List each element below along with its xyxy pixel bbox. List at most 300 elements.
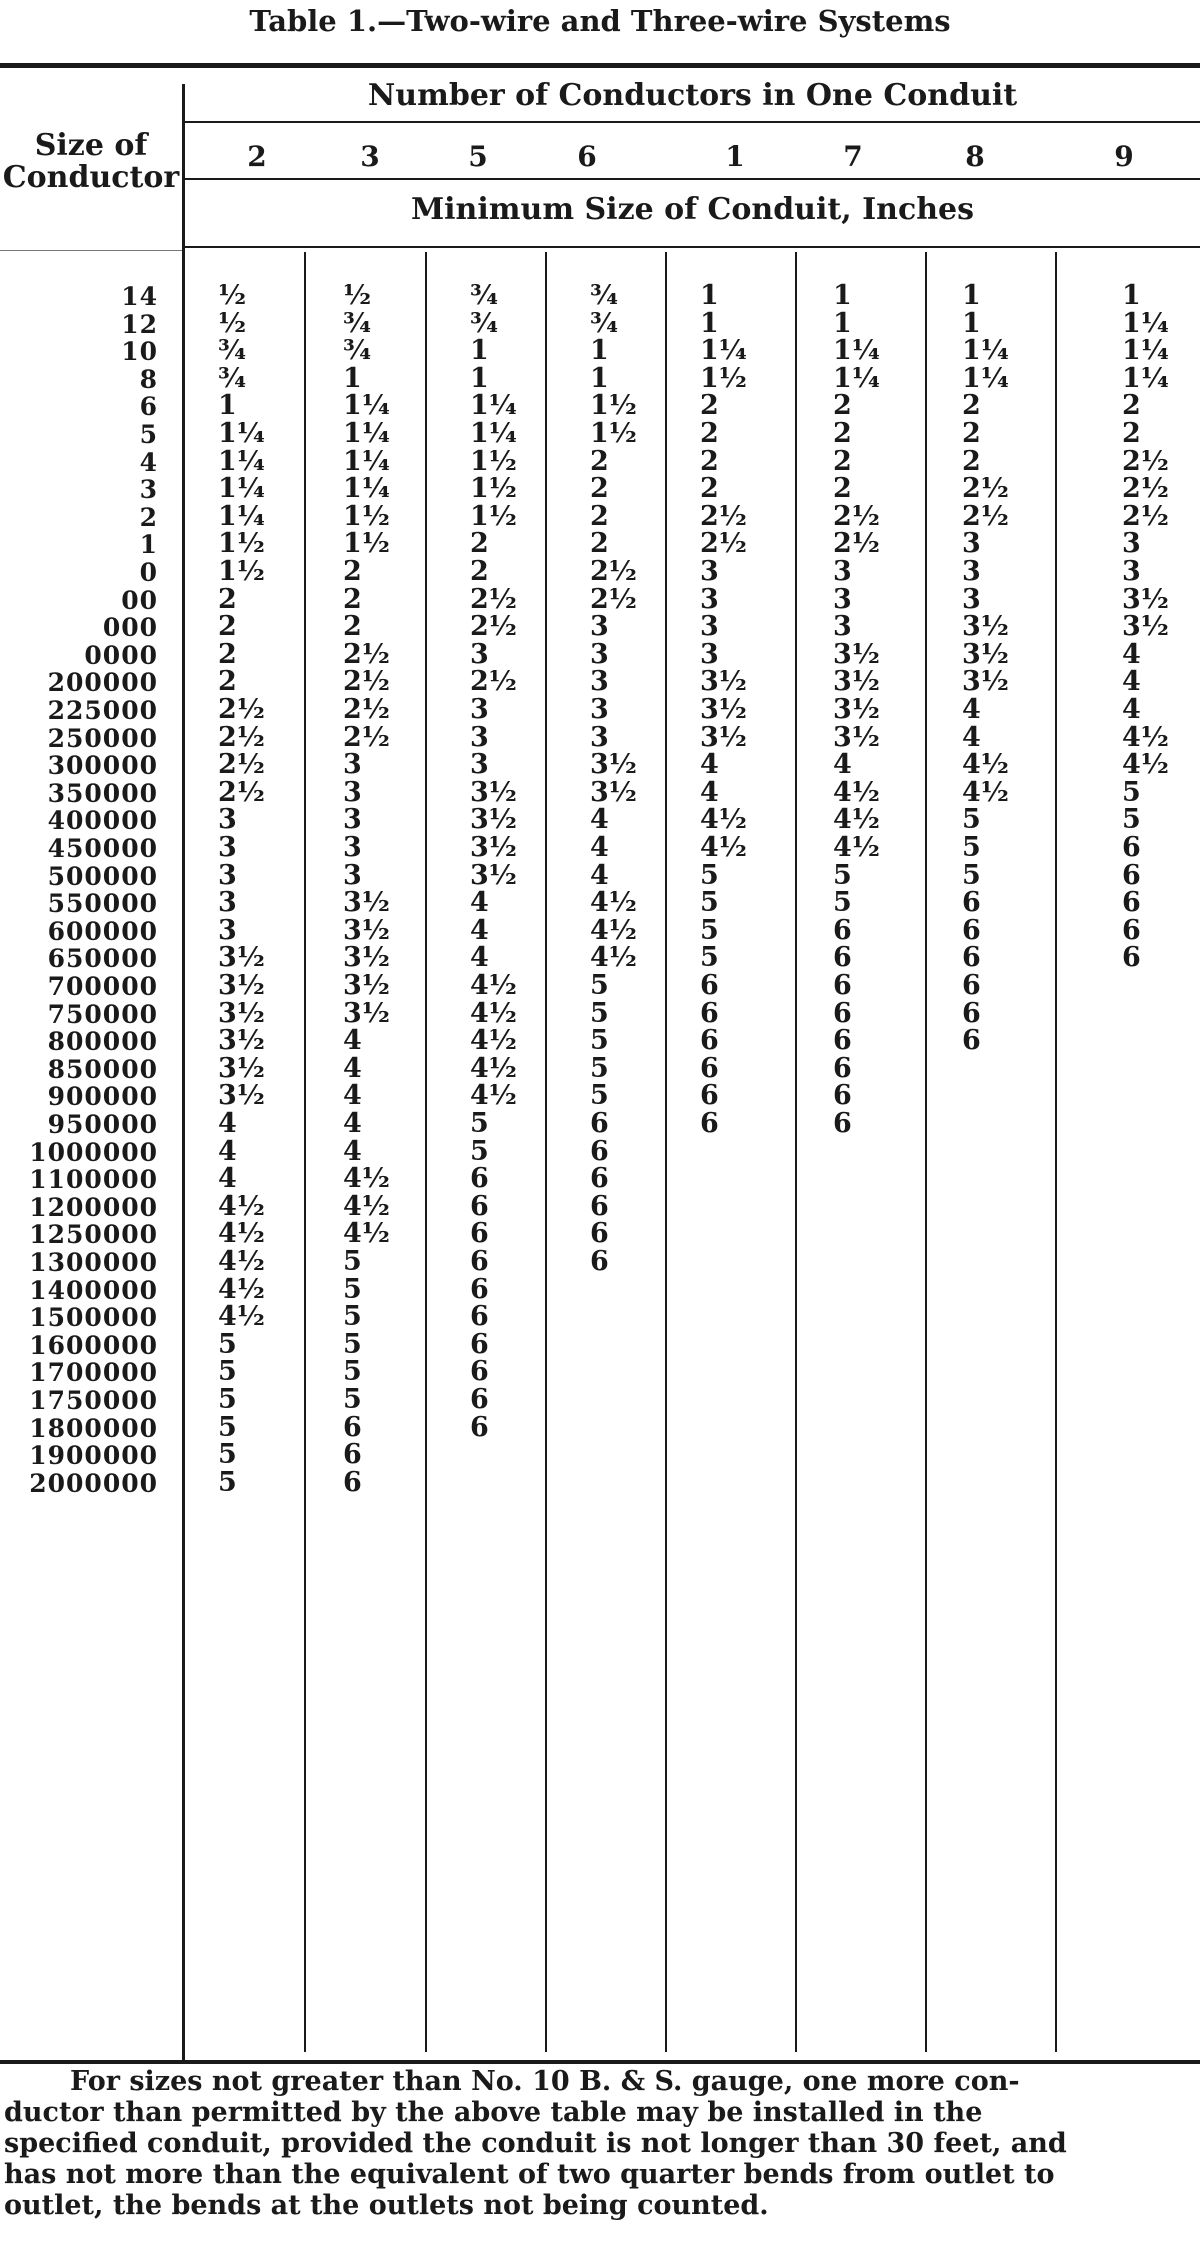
conduit-size-cell: 3½ [962,666,1009,697]
column-divider [925,252,927,2052]
conduit-size-cell: 2 [470,528,489,559]
conduit-size-cell: 2½ [590,556,637,587]
conduit-size-cell: 1¼ [343,390,390,421]
conduit-size-cell: 5 [343,1356,362,1387]
conduit-size-cell: 1 [343,363,362,394]
size-cell: 300000 [47,751,158,780]
size-cell: 1900000 [29,1441,158,1470]
conduit-size-cell: 1¼ [1122,363,1169,394]
conduit-size-cell: 6 [590,1108,609,1139]
conduit-size-cell: ¾ [218,335,247,366]
size-header-line-2: Conductor [2,160,180,195]
conduit-size-cell: 3½ [470,777,517,808]
conduit-size-cell: 4 [962,694,981,725]
conduit-size-cell: 6 [1122,887,1141,918]
conduit-size-cell: 3½ [218,942,265,973]
conduit-size-cell: 2 [700,473,719,504]
conduit-size-cell: 1 [1122,280,1141,311]
conduit-size-cell: 3½ [343,942,390,973]
conduit-size-cell: 5 [590,1053,609,1084]
column-header-conductors: 9 [1114,140,1134,173]
conduit-size-cell: ¾ [343,335,372,366]
conduit-size-cell: ¾ [218,363,247,394]
conduit-size-cell: 1¼ [1122,308,1169,339]
column-header-conductors: 7 [843,140,863,173]
conduit-size-cell: 2 [470,556,489,587]
footnote [4,2066,1196,2221]
conduit-size-cell: 3 [962,528,981,559]
conduit-size-cell: 5 [343,1274,362,1305]
conduit-size-cell: 6 [590,1136,609,1167]
conduit-size-cell: 2 [218,584,237,615]
conduit-size-cell: 2 [590,446,609,477]
conduit-size-cell: 1 [833,280,852,311]
conduit-size-cell: 2½ [590,584,637,615]
conduit-size-cell: 2½ [1122,501,1169,532]
conduit-size-cell: 3½ [833,666,880,697]
conduit-size-cell: 4½ [343,1191,390,1222]
conduit-size-cell: 3 [700,584,719,615]
conduit-size-cell: 1½ [218,528,265,559]
conduit-size-cell: 3½ [343,998,390,1029]
conduit-size-cell: 5 [833,860,852,891]
conduit-size-cell: 6 [833,915,852,946]
conduit-size-cell: 3 [1122,528,1141,559]
conduit-size-cell: 5 [590,1025,609,1056]
conduit-size-cell: 1 [470,335,489,366]
conduit-size-cell: 6 [833,942,852,973]
conduit-size-cell: 6 [470,1191,489,1222]
size-cell: 000 [102,613,158,642]
conduit-size-cell: 3 [590,722,609,753]
conduit-size-cell: 2 [343,556,362,587]
conduit-size-cell: 2½ [700,528,747,559]
conduit-size-cell: 6 [470,1412,489,1443]
conduit-size-cell: ¾ [470,280,499,311]
conduit-size-cell: 3 [218,804,237,835]
column-header-rule [183,178,1200,180]
conduit-size-cell: 4 [1122,694,1141,725]
size-cell: 5 [139,420,158,449]
table-title: Table 1.—Two-wire and Three-wire Systems [249,4,951,38]
footnote-line: outlet, the bends at the outlets not being counted. [4,2190,769,2221]
conduit-size-cell: 1½ [470,446,517,477]
conduit-size-cell: 4½ [218,1246,265,1277]
conduit-size-cell: 4½ [590,915,637,946]
conduit-size-cell: 1½ [590,390,637,421]
conduit-size-cell: 3 [1122,556,1141,587]
conduit-size-cell: 2 [833,418,852,449]
conduit-size-cell: 3 [218,832,237,863]
conduit-size-cell: 6 [470,1218,489,1249]
size-cell: 12 [121,310,158,339]
conduit-size-cell: ½ [218,280,247,311]
column-divider [795,252,797,2052]
conduit-size-cell: 2 [343,611,362,642]
conduit-size-cell: 6 [962,998,981,1029]
conduit-size-cell: 4½ [1122,722,1169,753]
size-cell: 400000 [47,806,158,835]
conduit-size-cell: 6 [343,1439,362,1470]
conduit-size-cell: 4½ [962,749,1009,780]
conduit-size-cell: 2½ [700,501,747,532]
conduit-size-cell: 5 [590,998,609,1029]
conduit-size-cell: 4½ [218,1301,265,1332]
size-cell: 0 [139,558,158,587]
conduit-size-cell: 2 [962,446,981,477]
conduit-size-cell: 3 [833,556,852,587]
conduit-size-cell: ¾ [470,308,499,339]
conduit-size-cell: 6 [470,1329,489,1360]
conduit-size-cell: 6 [590,1246,609,1277]
conduit-size-cell: 6 [470,1384,489,1415]
conduit-size-cell: 1½ [470,473,517,504]
conduit-size-cell: 1 [700,308,719,339]
conduit-size-cell: 2 [962,390,981,421]
conduit-size-cell: 1¼ [218,418,265,449]
conduit-size-cell: 6 [1122,860,1141,891]
conduit-size-cell: 6 [470,1356,489,1387]
conduit-size-cell: 2½ [343,666,390,697]
conduit-size-cell: ¾ [590,280,619,311]
conduit-size-cell: 5 [218,1439,237,1470]
conduit-size-cell: 3 [470,749,489,780]
conduit-size-cell: ¾ [590,308,619,339]
conduit-size-cell: 6 [700,970,719,1001]
footnote-line: ductor than permitted by the above table may be installed in the [4,2097,983,2128]
conduit-size-cell: 5 [1122,777,1141,808]
conduit-size-cell: 4 [343,1108,362,1139]
conduit-size-cell: 4 [218,1163,237,1194]
conduit-size-cell: 4½ [700,832,747,863]
conduit-size-cell: 2½ [1122,446,1169,477]
conduit-size-cell: 5 [962,860,981,891]
conduit-size-cell: 6 [833,1053,852,1084]
conduit-size-cell: 5 [700,887,719,918]
conduit-size-cell: 3½ [833,694,880,725]
conduit-size-cell: 3½ [700,722,747,753]
conduit-size-cell: 3 [833,611,852,642]
conduit-size-cell: 2 [1122,390,1141,421]
conduit-size-cell: 1¼ [470,418,517,449]
column-header-conductors: 2 [247,140,267,173]
conduit-size-cell: 4 [590,860,609,891]
conduit-size-cell: 4½ [1122,749,1169,780]
conduit-size-cell: 5 [700,915,719,946]
conduit-size-cell: 4½ [470,1025,517,1056]
size-cell: 350000 [47,779,158,808]
conduit-size-cell: ¾ [343,308,372,339]
conduit-size-cell: 1 [218,390,237,421]
conduit-size-cell: 1 [470,363,489,394]
conduit-size-cell: 1 [590,363,609,394]
header-bottom-rule [183,246,1200,248]
conduit-size-cell: 3 [218,860,237,891]
conduit-size-cell: 2½ [1122,473,1169,504]
conduit-size-cell: 3 [343,804,362,835]
conduit-size-cell: 5 [343,1246,362,1277]
conduit-size-cell: 3 [470,639,489,670]
top-thick-rule [0,63,1200,68]
conduit-size-cell: 3½ [218,970,265,1001]
column-divider [304,252,306,2052]
conduit-size-cell: 1½ [218,556,265,587]
conduit-size-cell: 5 [833,887,852,918]
conduit-size-cell: 4½ [343,1218,390,1249]
conduit-size-cell: 1¼ [700,335,747,366]
conduit-size-cell: 3½ [218,1080,265,1111]
conduit-size-cell: 4½ [218,1191,265,1222]
conduit-size-cell: 1¼ [343,473,390,504]
footnote-line: has not more than the equivalent of two quarter bends from outlet to [4,2159,1055,2190]
size-cell: 10 [121,337,158,366]
conduit-size-cell: 1¼ [218,501,265,532]
conduit-size-cell: 6 [833,1080,852,1111]
conduit-size-cell: 3½ [218,1025,265,1056]
conduit-size-cell: 4 [1122,666,1141,697]
conduit-size-cell: 5 [218,1412,237,1443]
conduit-size-cell: 5 [343,1384,362,1415]
conduit-size-cell: 2 [833,390,852,421]
conduit-size-cell: 3½ [962,639,1009,670]
conduit-size-cell: 3½ [1122,611,1169,642]
conduit-size-cell: 2 [590,528,609,559]
conduit-size-cell: 6 [470,1301,489,1332]
conduit-size-cell: 1½ [700,363,747,394]
size-cell: 1 [139,530,158,559]
conduit-size-cell: 3½ [343,887,390,918]
conduit-size-cell: 3 [343,860,362,891]
column-header-conductors: 1 [725,140,745,173]
conduit-size-cell: 4 [218,1136,237,1167]
conduit-size-cell: 6 [833,970,852,1001]
conduit-size-cell: 1 [962,308,981,339]
conduit-size-cell: 5 [700,942,719,973]
conduit-size-cell: 6 [1122,832,1141,863]
conduit-size-cell: 3½ [470,804,517,835]
conduit-size-cell: 4 [700,749,719,780]
conduit-size-cell: 4 [343,1053,362,1084]
size-cell: 750000 [47,1000,158,1029]
conduit-size-cell: 4½ [833,832,880,863]
conduit-size-cell: 3½ [470,860,517,891]
conduit-size-cell: 4½ [590,942,637,973]
conduit-size-cell: 4 [470,942,489,973]
conduit-size-cell: 6 [590,1218,609,1249]
conduit-size-cell: 3 [833,584,852,615]
conduit-size-cell: 4 [590,804,609,835]
conduit-size-cell: ½ [218,308,247,339]
size-cell: 0000 [84,641,158,670]
conduit-size-cell: 4½ [962,777,1009,808]
conduit-size-cell: 3½ [343,915,390,946]
conduit-size-cell: 5 [218,1329,237,1360]
conduit-size-cell: 3 [343,832,362,863]
size-cell: 8 [139,365,158,394]
conduit-size-cell: 3 [962,584,981,615]
conduit-size-cell: 2 [218,666,237,697]
size-cell: 1400000 [29,1276,158,1305]
conduit-size-cell: 4 [962,722,981,753]
conduit-size-cell: 6 [343,1412,362,1443]
conduit-size-cell: 6 [590,1191,609,1222]
column-header-conductors: 6 [577,140,597,173]
conduit-size-cell: 4½ [218,1218,265,1249]
size-of-conductor-header [0,130,182,194]
size-cell: 200000 [47,668,158,697]
conduit-size-cell: 1¼ [1122,335,1169,366]
conduit-size-cell: 6 [700,1080,719,1111]
conduit-size-cell: 2 [218,639,237,670]
group-header-rule [183,121,1200,123]
footnote-line: specified conduit, provided the conduit is not longer than 30 feet, and [4,2128,1067,2159]
conduit-size-cell: 5 [470,1136,489,1167]
size-cell: 2 [139,503,158,532]
size-cell: 1500000 [29,1303,158,1332]
conduit-size-cell: 4½ [833,804,880,835]
conduit-size-cell: 5 [1122,804,1141,835]
conduit-size-cell: 6 [590,1163,609,1194]
conduit-size-cell: 3 [700,556,719,587]
conduit-size-cell: 4 [470,915,489,946]
size-cell: 00 [121,586,158,615]
conduit-size-cell: 1½ [343,528,390,559]
conduit-size-cell: 3 [962,556,981,587]
minimum-size-header: Minimum Size of Conduit, Inches [410,192,975,227]
size-cell: 2000000 [29,1469,158,1498]
conduit-size-cell: 4½ [833,777,880,808]
conduit-size-cell: 2 [700,418,719,449]
size-cell: 650000 [47,944,158,973]
conduit-size-cell: 2½ [218,694,265,725]
conduit-size-cell: 4½ [470,998,517,1029]
conduit-size-cell: 3 [470,694,489,725]
size-cell: 225000 [47,696,158,725]
conduit-size-cell: 2½ [343,722,390,753]
conduit-size-cell: 2½ [218,749,265,780]
conduit-size-cell: 5 [218,1384,237,1415]
size-column-bottom-rule [0,250,183,251]
conduit-size-cell: 6 [700,1025,719,1056]
conduit-size-cell: 5 [700,860,719,891]
conduit-size-cell: 6 [700,1053,719,1084]
size-cell: 850000 [47,1055,158,1084]
size-cell: 900000 [47,1082,158,1111]
conduit-size-cell: 3 [470,722,489,753]
conduit-size-cell: 1 [590,335,609,366]
conduit-size-cell: 6 [962,970,981,1001]
conduit-size-cell: 6 [1122,942,1141,973]
column-divider [425,252,427,2052]
column-header-conductors: 8 [965,140,985,173]
conduit-size-cell: 3½ [470,832,517,863]
conduit-size-cell: 3 [590,694,609,725]
conduit-size-cell: 3½ [833,722,880,753]
size-cell: 700000 [47,972,158,1001]
conduit-size-cell: 1½ [343,501,390,532]
conduit-size-cell: 2 [590,473,609,504]
conduit-size-cell: 3 [590,639,609,670]
conduit-size-cell: 1½ [470,501,517,532]
conduit-size-cell: 2 [833,473,852,504]
conduit-size-cell: 3½ [218,1053,265,1084]
conduit-size-cell: 4 [343,1080,362,1111]
conduit-size-cell: 6 [833,1025,852,1056]
size-cell: 950000 [47,1110,158,1139]
conduit-size-cell: 4 [470,887,489,918]
conduit-size-cell: 6 [343,1467,362,1498]
conduit-size-cell: 6 [700,998,719,1029]
conduit-size-cell: 4½ [218,1274,265,1305]
conduit-size-cell: ½ [343,280,372,311]
size-cell: 1200000 [29,1193,158,1222]
conduit-size-cell: 5 [590,970,609,1001]
conduit-size-cell: 3 [218,887,237,918]
column-divider [545,252,547,2052]
conduit-size-cell: 5 [343,1329,362,1360]
conduit-size-cell: 2½ [833,501,880,532]
conduit-size-cell: 3½ [833,639,880,670]
conduit-size-cell: 3½ [590,749,637,780]
conduit-size-cell: 2½ [833,528,880,559]
conduit-size-cell: 6 [962,942,981,973]
conduit-size-cell: 3½ [343,970,390,1001]
conduit-size-cell: 5 [343,1301,362,1332]
conduit-size-cell: 4½ [470,1080,517,1111]
conduit-size-cell: 1¼ [833,363,880,394]
size-cell: 1300000 [29,1248,158,1277]
conduit-size-cell: 4½ [470,1053,517,1084]
conduit-size-cell: 1¼ [833,335,880,366]
conduit-size-cell: 2½ [218,722,265,753]
conduit-size-cell: 5 [590,1080,609,1111]
size-cell: 250000 [47,724,158,753]
size-cell: 1800000 [29,1414,158,1443]
size-cell: 800000 [47,1027,158,1056]
conduit-size-cell: 2½ [218,777,265,808]
conduit-size-cell: 3½ [962,611,1009,642]
conduit-size-cell: 4½ [590,887,637,918]
conduit-size-cell: 3 [700,611,719,642]
column-divider [665,252,667,2052]
conduit-size-cell: 2½ [962,473,1009,504]
conduit-size-cell: 4½ [470,970,517,1001]
conduit-size-cell: 6 [833,1108,852,1139]
conduit-size-cell: 1¼ [962,335,1009,366]
conduit-size-cell: 4 [343,1025,362,1056]
conduit-size-cell: 3 [218,915,237,946]
conduit-size-cell: 4 [218,1108,237,1139]
size-cell: 1600000 [29,1331,158,1360]
conduit-size-cell: 5 [962,804,981,835]
conduit-size-cell: 6 [962,1025,981,1056]
size-cell: 1250000 [29,1220,158,1249]
size-cell: 1750000 [29,1386,158,1415]
conduit-size-cell: 5 [218,1356,237,1387]
size-cell: 14 [121,282,158,311]
conduit-size-cell: 1 [700,280,719,311]
conduit-size-cell: 1¼ [218,446,265,477]
size-cell: 4 [139,448,158,477]
conduit-size-cell: 3 [700,639,719,670]
conduit-size-cell: 5 [470,1108,489,1139]
conduit-size-cell: 2 [343,584,362,615]
conduit-size-cell: 3 [590,666,609,697]
size-cell: 500000 [47,862,158,891]
conduit-size-cell: 2 [1122,418,1141,449]
conduit-size-cell: 4 [343,1136,362,1167]
size-cell: 3 [139,475,158,504]
